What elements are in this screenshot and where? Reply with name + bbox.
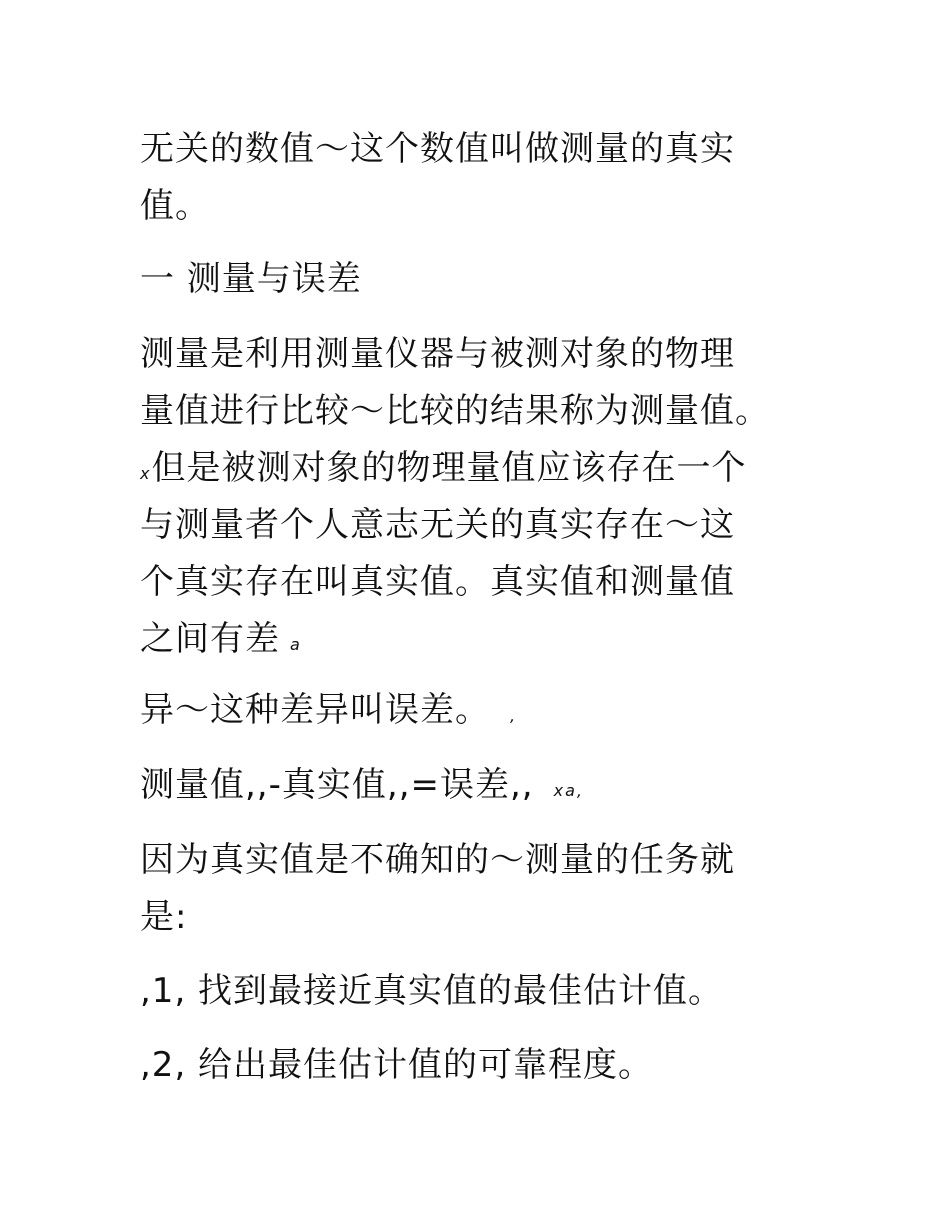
stray-mark-xa: xa, (553, 781, 584, 800)
text-line: 量值进行比较～比较的结果称为测量值。 (140, 391, 770, 431)
section-heading: 一 测量与误差 (140, 259, 362, 299)
text-line: 是: (140, 897, 188, 937)
stray-mark-x: x (140, 464, 152, 483)
text-line: 无关的数值～这个数值叫做测量的真实 (140, 129, 735, 169)
paragraph-measurement-definition (140, 326, 820, 668)
stray-mark-a: a (290, 635, 302, 654)
text-span: 异～这种差异叫误差。 (140, 690, 490, 730)
text-line: 值。 (140, 186, 210, 226)
paragraph-error-definition (140, 682, 820, 744)
text-line: 因为真实值是不确知的～测量的任务就 (140, 840, 735, 880)
paragraph-true-value (140, 121, 820, 235)
formula-line (140, 757, 820, 819)
text-span: 之间有差 (140, 619, 280, 659)
formula-text: 测量值,,-真实值,,=误差,, (140, 765, 534, 805)
list-item-2: ,2, 给出最佳估计值的可靠程度。 (140, 1045, 654, 1085)
text-line (140, 440, 820, 497)
stray-mark-comma: , (510, 706, 518, 725)
list-item-1: ,1, 找到最接近真实值的最佳估计值。 (140, 971, 724, 1011)
text-line: 与测量者个人意志无关的真实存在～这 (140, 505, 735, 545)
text-line: 个真实存在叫真实值。真实值和测量值 (140, 562, 735, 602)
paragraph-task (140, 832, 820, 946)
text-span: 但是被测对象的物理量值应该存在一个 (151, 448, 747, 488)
text-line (140, 611, 820, 668)
text-line: 测量是利用测量仪器与被测对象的物理 (140, 334, 735, 374)
